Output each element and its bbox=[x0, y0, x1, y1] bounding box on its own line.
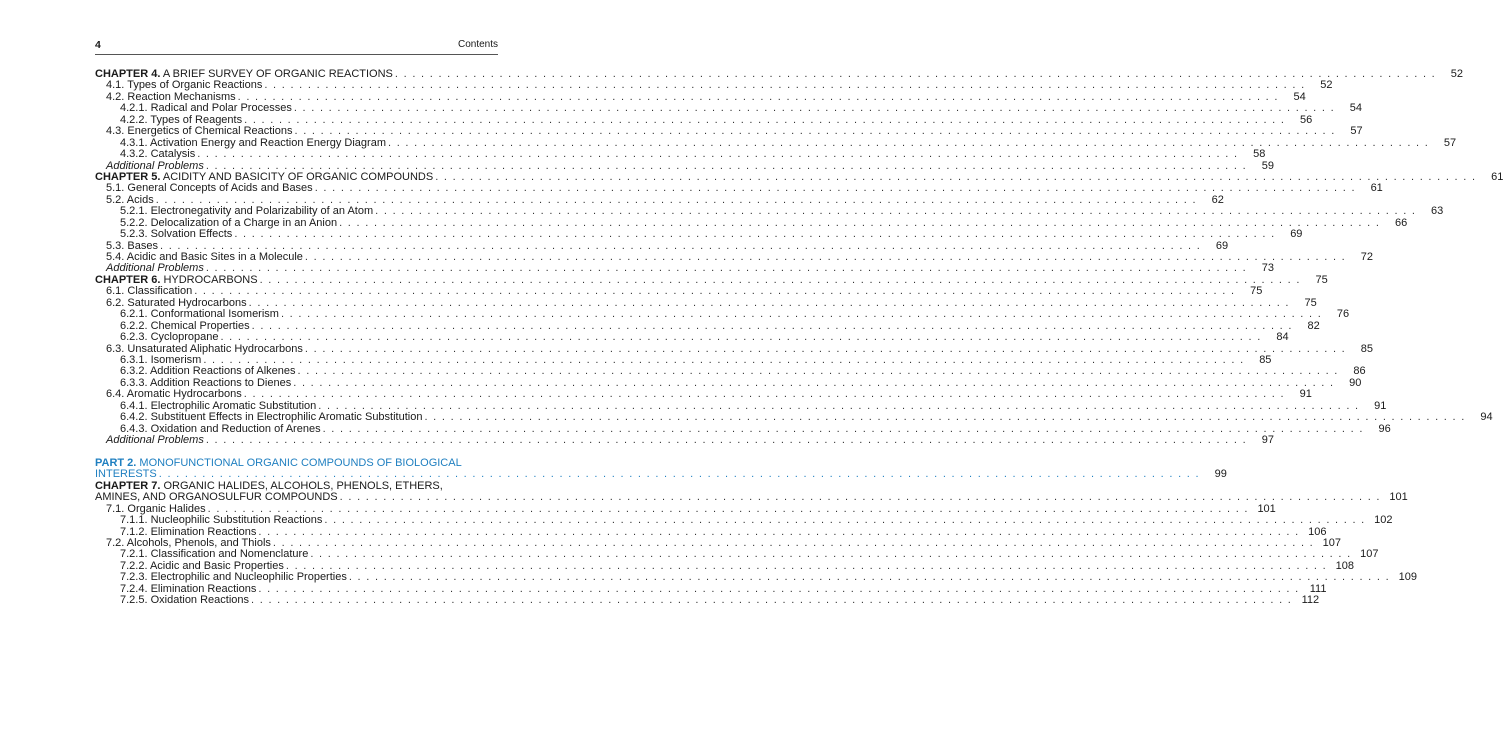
entry-title: 6.3. Unsaturated Aliphatic Hydrocarbons bbox=[106, 342, 303, 355]
toc-entry-label bbox=[106, 435, 204, 446]
dot-leader: . . . . . . . . . . . . . . . . . . . . . . . . . . . . . . . . . . . . . . . . . . . . . . . . . . . . . . . . . . . . . . . . . . . . . . . . . . . . . . . . . . . . . . . . . . . . . . . . . . . . . . . . . . . . . . . . . . . . . . . . bbox=[194, 285, 1236, 298]
dot-leader: . . . . . . . . . . . . . . . . . . . . . . . . . . . . . . . . . . . . . . . . . . . . . . . . . . . . . . . . . . . . . . . . . . . . . . . . . . . . . . . . . . . . . . . . . . . . . . . . . . . . . . . . . . . . . . . . . . . . . . . . bbox=[155, 193, 1197, 206]
dot-leader: . . . . . . . . . . . . . . . . . . . . . . . . . . . . . . . . . . . . . . . . . . . . . . . . . . . . . . . . . . . . . . . . . . . . . . . . . . . . . . . . . . . . . . . . . . . . . . . . . . . . . . . . . . . . . . . . . . . . . . . . bbox=[280, 308, 1323, 321]
chapter7-prefix: CHAPTER 7. bbox=[95, 479, 161, 492]
toc-entry-page: 112 bbox=[1301, 594, 1320, 607]
entry-title: 6.3.1. Isomerism bbox=[120, 353, 202, 366]
entry-title: 7.2.5. Oxidation Reactions bbox=[120, 594, 250, 607]
toc-entry-page: 61 bbox=[1491, 170, 1503, 183]
header-rule bbox=[95, 54, 498, 55]
dot-leader: . . . . . . . . . . . . . . . . . . . . . . . . . . . . . . . . . . . . . . . . . . . . . . . . . . . . . . . . . . . . . . . . . . . . . . . . . . . . . . . . . . . . . . . . . . . . . . . . . . . . . . . . . . . . . . . . . . . . . . . . bbox=[203, 353, 1245, 366]
toc-entry-page: 75 bbox=[1250, 285, 1263, 298]
chapter7-title-line2: AMINES, AND ORGANOSULFUR COMPOUNDS bbox=[95, 491, 338, 504]
toc-entry-page: 109 bbox=[1398, 571, 1417, 584]
entry-title: 5.2.2. Delocalization of a Charge in an Anion bbox=[120, 216, 338, 229]
toc-entry-page: 102 bbox=[1374, 514, 1393, 527]
entry-title: 4.2.1. Radical and Polar Processes bbox=[120, 102, 292, 115]
entry-title: 7.1.2. Elimination Reactions bbox=[120, 525, 257, 538]
dot-leader: . . . . . . . . . . . . . . . . . . . . . . . . . . . . . . . . . . . . . . . . . . . . . . . . . . . . . . . . . . . . . . . . . . . . . . . . . . . . . . . . . . . . . . . . . . . . . . . . . . . . . . . . . . . . . . . . . . . . . . . . bbox=[158, 468, 1200, 481]
dot-leader: . . . . . . . . . . . . . . . . . . . . . . . . . . . . . . . . . . . . . . . . . . . . . . . . . . . . . . . . . . . . . . . . . . . . . . . . . . . . . . . . . . . . . . . . . . . . . . . . . . . . . . . . . . . . . . . . . . . . . . . . bbox=[294, 125, 1336, 138]
entry-title: 5.2.1. Electronegativity and Polarizability of an Atom bbox=[120, 205, 374, 218]
toc-entry-page: 107 bbox=[1322, 536, 1342, 549]
dot-leader: . . . . . . . . . . . . . . . . . . . . . . . . . . . . . . . . . . . . . . . . . . . . . . . . . . . . . . . . . . . . . . . . . . . . . . . . . . . . . . . . . . . . . . . . . . . . . . . . . . . . . . . . . . . . . . . . . . . . . . . . bbox=[244, 113, 1286, 126]
toc-entry-page: 94 bbox=[1480, 411, 1493, 424]
dot-leader: . . . . . . . . . . . . . . . . . . . . . . . . . . . . . . . . . . . . . . . . . . . . . . . . . . . . . . . . . . . . . . . . . . . . . . . . . . . . . . . . . . . . . . . . . . . . . . . . . . . . . . . . . . . . . . . . . . . . . . . . bbox=[159, 239, 1202, 252]
dot-leader: . . . . . . . . . . . . . . . . . . . . . . . . . . . . . . . . . . . . . . . . . . . . . . . . . . . . . . . . . . . . . . . . . . . . . . . . . . . . . . . . . . . . . . . . . . . . . . . . . . . . . . . . . . . . . . . . . . . . . . . . bbox=[251, 319, 1293, 332]
toc-entry-page: 101 bbox=[1257, 502, 1276, 515]
toc-part-heading[interactable] bbox=[95, 456, 1227, 481]
dot-leader: . . . . . . . . . . . . . . . . . . . . . . . . . . . . . . . . . . . . . . . . . . . . . . . . . . . . . . . . . . . . . . . . . . . . . . . . . . . . . . . . . . . . . . . . . . . . . . . . . . . . . . . . . . . . . . . . . . . . . . . . bbox=[310, 548, 1352, 561]
dot-leader: . . . . . . . . . . . . . . . . . . . . . . . . . . . . . . . . . . . . . . . . . . . . . . . . . . . . . . . . . . . . . . . . . . . . . . . . . . . . . . . . . . . . . . . . . . . . . . . . . . . . . . . . . . . . . . . . . . . . . . . . bbox=[205, 262, 1247, 275]
toc-entry-page: 91 bbox=[1374, 399, 1387, 412]
toc-entry-page: 84 bbox=[1276, 331, 1289, 344]
toc-entry-page: 96 bbox=[1378, 422, 1391, 435]
dot-leader: . . . . . . . . . . . . . . . . . . . . . . . . . . . . . . . . . . . . . . . . . . . . . . . . . . . . . . . . . . . . . . . . . . . . . . . . . . . . . . . . . . . . . . . . . . . . . . . . . . . . . . . . . . . . . . . . . . . . . . . . bbox=[322, 422, 1364, 435]
dot-leader: . . . . . . . . . . . . . . . . . . . . . . . . . . . . . . . . . . . . . . . . . . . . . . . . . . . . . . . . . . . . . . . . . . . . . . . . . . . . . . . . . . . . . . . . . . . . . . . . . . . . . . . . . . . . . . . . . . . . . . . . bbox=[258, 582, 1300, 595]
toc-entry-page: 91 bbox=[1299, 388, 1312, 401]
entry-title: 6.2.2. Chemical Properties bbox=[120, 319, 250, 332]
dot-leader: . . . . . . . . . . . . . . . . . . . . . . . . . . . . . . . . . . . . . . . . . . . . . . . . . . . . . . . . . . . . . . . . . . . . . . . . . . . . . . . . . . . . . . . . . . . . . . . . . . . . . . . . . . . . . . . . . . . . . . . . bbox=[324, 514, 1366, 527]
dot-leader: . . . . . . . . . . . . . . . . . . . . . . . . . . . . . . . . . . . . . . . . . . . . . . . . . . . . . . . . . . . . . . . . . . . . . . . . . . . . . . . . . . . . . . . . . . . . . . . . . . . . . . . . . . . . . . . . . . . . . . . . bbox=[207, 502, 1249, 515]
entry-title: HYDROCARBONS bbox=[160, 273, 258, 286]
toc-entry-page: 90 bbox=[1349, 376, 1362, 389]
dot-leader: . . . . . . . . . . . . . . . . . . . . . . . . . . . . . . . . . . . . . . . . . . . . . . . . . . . . . . . . . . . . . . . . . . . . . . . . . . . . . . . . . . . . . . . . . . . . . . . . . . . . . . . . . . . . . . . . . . . . . . . . bbox=[387, 136, 1430, 149]
toc-entry-page: 69 bbox=[1290, 228, 1303, 241]
toc-entry-page: 57 bbox=[1443, 136, 1457, 149]
toc-entry-label bbox=[120, 595, 249, 606]
toc-entry-page: 82 bbox=[1307, 319, 1320, 332]
toc-entry-page: 61 bbox=[1370, 182, 1383, 195]
dot-leader: . . . . . . . . . . . . . . . . . . . . . . . . . . . . . . . . . . . . . . . . . . . . . . . . . . . . . . . . . . . . . . . . . . . . . . . . . . . . . . . . . . . . . . . . . . . . . . . . . . . . . . . . . . . . . . . . . . . . . . . . bbox=[197, 148, 1239, 161]
toc-entry-page: 75 bbox=[1315, 273, 1328, 286]
dot-leader: . . . . . . . . . . . . . . . . . . . . . . . . . . . . . . . . . . . . . . . . . . . . . . . . . . . . . . . . . . . . . . . . . . . . . . . . . . . . . . . . . . . . . . . . . . . . . . . . . . . . . . . . . . . . . . . . . . . . . . . . bbox=[304, 342, 1347, 355]
entry-title: Additional Problems bbox=[106, 434, 204, 446]
entry-title: 7.1. Organic Halides bbox=[106, 502, 206, 515]
table-of-contents bbox=[95, 68, 1503, 607]
toc-entry-page: 66 bbox=[1394, 216, 1408, 229]
toc-entry-page: 69 bbox=[1215, 239, 1229, 252]
entry-title: 7.1.1. Nucleophilic Substitution Reactions bbox=[120, 514, 323, 527]
entry-title: 5.1. General Concepts of Acids and Bases bbox=[106, 182, 313, 195]
toc-block-chapter7 bbox=[95, 502, 1417, 607]
dot-leader: . . . . . . . . . . . . . . . . . . . . . . . . . . . . . . . . . . . . . . . . . . . . . . . . . . . . . . . . . . . . . . . . . . . . . . . . . . . . . . . . . . . . . . . . . . . . . . . . . . . . . . . . . . . . . . . . . . . . . . . . bbox=[259, 273, 1301, 286]
entry-title: 6.2.3. Cyclopropane bbox=[120, 331, 219, 344]
dot-leader: . . . . . . . . . . . . . . . . . . . . . . . . . . . . . . . . . . . . . . . . . . . . . . . . . . . . . . . . . . . . . . . . . . . . . . . . . . . . . . . . . . . . . . . . . . . . . . . . . . . . . . . . . . . . . . . . . . . . . . . . bbox=[394, 68, 1437, 80]
part-page: 99 bbox=[1214, 468, 1227, 481]
entry-title: 4.1. Types of Organic Reactions bbox=[106, 79, 263, 92]
entry-title: 6.2.1. Conformational Isomerism bbox=[120, 308, 279, 321]
entry-title: 5.3. Bases bbox=[106, 239, 158, 252]
entry-title: 4.3. Energetics of Chemical Reactions bbox=[106, 125, 293, 138]
entry-title: 7.2.3. Electrophilic and Nucleophilic Properties bbox=[120, 571, 347, 584]
dot-leader: . . . . . . . . . . . . . . . . . . . . . . . . . . . . . . . . . . . . . . . . . . . . . . . . . . . . . . . . . . . . . . . . . . . . . . . . . . . . . . . . . . . . . . . . . . . . . . . . . . . . . . . . . . . . . . . . . . . . . . . . bbox=[304, 251, 1347, 263]
entry-title: 6.4.2. Substituent Effects in Electrophilic Aromatic Substitution bbox=[120, 411, 423, 424]
dot-leader: . . . . . . . . . . . . . . . . . . . . . . . . . . . . . . . . . . . . . . . . . . . . . . . . . . . . . . . . . . . . . . . . . . . . . . . . . . . . . . . . . . . . . . . . . . . . . . . . . . . . . . . . . . . . . . . . . . . . . . . . bbox=[285, 559, 1327, 572]
toc-entry-page: 58 bbox=[1253, 148, 1266, 161]
toc-block-part1 bbox=[95, 68, 1503, 446]
entry-title: 6.3.3. Addition Reactions to Dienes bbox=[120, 376, 292, 389]
toc-entry-page: 108 bbox=[1335, 559, 1354, 572]
entry-title: 5.4. Acidic and Basic Sites in a Molecule bbox=[106, 251, 303, 263]
toc-entry-page: 54 bbox=[1293, 90, 1306, 103]
toc-entry-page: 75 bbox=[1304, 296, 1317, 309]
toc-entry-page: 62 bbox=[1211, 193, 1224, 206]
toc-entry-page: 52 bbox=[1320, 79, 1333, 92]
entry-title: 7.2.4. Elimination Reactions bbox=[120, 582, 257, 595]
running-head: Contents bbox=[457, 39, 498, 50]
dot-leader: . . . . . . . . . . . . . . . . . . . . . . . . . . . . . . . . . . . . . . . . . . . . . . . . . . . . . . . . . . . . . . . . . . . . . . . . . . . . . . . . . . . . . . . . . . . . . . . . . . . . . . . . . . . . . . . . . . . . . . . . bbox=[258, 525, 1300, 538]
dot-leader: . . . . . . . . . . . . . . . . . . . . . . . . . . . . . . . . . . . . . . . . . . . . . . . . . . . . . . . . . . . . . . . . . . . . . . . . . . . . . . . . . . . . . . . . . . . . . . . . . . . . . . . . . . . . . . . . . . . . . . . . bbox=[348, 571, 1390, 584]
toc-entry-page: 54 bbox=[1349, 102, 1362, 115]
dot-leader: . . . . . . . . . . . . . . . . . . . . . . . . . . . . . . . . . . . . . . . . . . . . . . . . . . . . . . . . . . . . . . . . . . . . . . . . . . . . . . . . . . . . . . . . . . . . . . . . . . . . . . . . . . . . . . . . . . . . . . . . bbox=[264, 79, 1306, 92]
entry-title: 6.4.3. Oxidation and Reduction of Arenes bbox=[120, 422, 321, 435]
entry-title: 5.2.3. Solvation Effects bbox=[120, 228, 233, 241]
entry-title: Additional Problems bbox=[106, 262, 204, 275]
dot-leader: . . . . . . . . . . . . . . . . . . . . . . . . . . . . . . . . . . . . . . . . . . . . . . . . . . . . . . . . . . . . . . . . . . . . . . . . . . . . . . . . . . . . . . . . . . . . . . . . . . . . . . . . . . . . . . . . . . . . . . . . bbox=[243, 388, 1285, 401]
entry-title: 6.4.1. Electrophilic Aromatic Substitution bbox=[120, 399, 317, 412]
entry-title: ACIDITY AND BASICITY OF ORGANIC COMPOUNDS bbox=[160, 170, 434, 183]
toc-entry-page: 72 bbox=[1360, 251, 1374, 263]
toc-entry-page: 86 bbox=[1353, 365, 1366, 378]
toc-entry-page: 73 bbox=[1261, 262, 1274, 275]
page-number: 4 bbox=[95, 39, 101, 51]
part-title-line1: MONOFUNCTIONAL ORGANIC COMPOUNDS OF BIOLOGICAL bbox=[136, 456, 462, 469]
dot-leader: . . . . . . . . . . . . . . . . . . . . . . . . . . . . . . . . . . . . . . . . . . . . . . . . . . . . . . . . . . . . . . . . . . . . . . . . . . . . . . . . . . . . . . . . . . . . . . . . . . . . . . . . . . . . . . . . . . . . . . . . bbox=[293, 376, 1335, 389]
toc-entry-page: 59 bbox=[1261, 159, 1274, 172]
dot-leader: . . . . . . . . . . . . . . . . . . . . . . . . . . . . . . . . . . . . . . . . . . . . . . . . . . . . . . . . . . . . . . . . . . . . . . . . . . . . . . . . . . . . . . . . . . . . . . . . . . . . . . . . . . . . . . . . . . . . . . . . bbox=[314, 182, 1356, 195]
dot-leader: . . . . . . . . . . . . . . . . . . . . . . . . . . . . . . . . . . . . . . . . . . . . . . . . . . . . . . . . . . . . . . . . . . . . . . . . . . . . . . . . . . . . . . . . . . . . . . . . . . . . . . . . . . . . . . . . . . . . . . . . bbox=[293, 102, 1335, 115]
entry-title: 6.2. Saturated Hydrocarbons bbox=[106, 296, 247, 309]
entry-title: 4.3.1. Activation Energy and Reaction Energy Diagram bbox=[120, 136, 386, 149]
toc-entry-page: 85 bbox=[1360, 342, 1374, 355]
entry-title: 6.4. Aromatic Hydrocarbons bbox=[106, 388, 242, 401]
dot-leader: . . . . . . . . . . . . . . . . . . . . . . . . . . . . . . . . . . . . . . . . . . . . . . . . . . . . . . . . . . . . . . . . . . . . . . . . . . . . . . . . . . . . . . . . . . . . . . . . . . . . . . . . . . . . . . . . . . . . . . . . bbox=[318, 399, 1360, 412]
dot-leader: . . . . . . . . . . . . . . . . . . . . . . . . . . . . . . . . . . . . . . . . . . . . . . . . . . . . . . . . . . . . . . . . . . . . . . . . . . . . . . . . . . . . . . . . . . . . . . . . . . . . . . . . . . . . . . . . . . . . . . . . bbox=[251, 594, 1293, 607]
chapter-prefix: CHAPTER 4. bbox=[95, 68, 161, 80]
toc-entry-page: 85 bbox=[1259, 353, 1272, 366]
toc-entry-page: 111 bbox=[1309, 582, 1327, 595]
toc-entry-page: 63 bbox=[1431, 205, 1444, 218]
chapter7-title-line1: ORGANIC HALIDES, ALCOHOLS, PHENOLS, ETHERS, bbox=[160, 479, 443, 492]
entry-title: 4.2.2. Types of Reagents bbox=[120, 113, 243, 126]
entry-title: A BRIEF SURVEY OF ORGANIC REACTIONS bbox=[160, 68, 393, 80]
toc-entry-page: 106 bbox=[1308, 525, 1327, 538]
entry-title: 6.3.2. Addition Reactions of Alkenes bbox=[120, 365, 296, 378]
dot-leader: . . . . . . . . . . . . . . . . . . . . . . . . . . . . . . . . . . . . . . . . . . . . . . . . . . . . . . . . . . . . . . . . . . . . . . . . . . . . . . . . . . . . . . . . . . . . . . . . . . . . . . . . . . . . . . . . . . . . . . . . bbox=[339, 491, 1381, 504]
entry-title: 5.2. Acids bbox=[106, 193, 154, 206]
dot-leader: . . . . . . . . . . . . . . . . . . . . . . . . . . . . . . . . . . . . . . . . . . . . . . . . . . . . . . . . . . . . . . . . . . . . . . . . . . . . . . . . . . . . . . . . . . . . . . . . . . . . . . . . . . . . . . . . . . . . . . . . bbox=[297, 365, 1339, 378]
dot-leader: . . . . . . . . . . . . . . . . . . . . . . . . . . . . . . . . . . . . . . . . . . . . . . . . . . . . . . . . . . . . . . . . . . . . . . . . . . . . . . . . . . . . . . . . . . . . . . . . . . . . . . . . . . . . . . . . . . . . . . . . bbox=[339, 216, 1381, 229]
dot-leader: . . . . . . . . . . . . . . . . . . . . . . . . . . . . . . . . . . . . . . . . . . . . . . . . . . . . . . . . . . . . . . . . . . . . . . . . . . . . . . . . . . . . . . . . . . . . . . . . . . . . . . . . . . . . . . . . . . . . . . . . bbox=[248, 296, 1290, 309]
part-prefix: PART 2. bbox=[95, 456, 137, 469]
toc-entry-page: 56 bbox=[1299, 113, 1313, 126]
toc-section-entry[interactable] bbox=[95, 434, 1274, 446]
entry-title: 4.2. Reaction Mechanisms bbox=[106, 90, 236, 103]
toc-subsection-entry[interactable] bbox=[95, 594, 1320, 607]
entry-title: 7.2. Alcohols, Phenols, and Thiols bbox=[106, 536, 271, 549]
dot-leader: . . . . . . . . . . . . . . . . . . . . . . . . . . . . . . . . . . . . . . . . . . . . . . . . . . . . . . . . . . . . . . . . . . . . . . . . . . . . . . . . . . . . . . . . . . . . . . . . . . . . . . . . . . . . . . . . . . . . . . . . bbox=[272, 536, 1315, 549]
part-title-line2: INTERESTS bbox=[95, 468, 157, 481]
toc-entry-page: 107 bbox=[1360, 548, 1379, 561]
toc-entry-page: 97 bbox=[1261, 434, 1274, 446]
chapter-prefix: CHAPTER 5. bbox=[95, 170, 161, 183]
dot-leader: . . . . . . . . . . . . . . . . . . . . . . . . . . . . . . . . . . . . . . . . . . . . . . . . . . . . . . . . . . . . . . . . . . . . . . . . . . . . . . . . . . . . . . . . . . . . . . . . . . . . . . . . . . . . . . . . . . . . . . . . bbox=[234, 228, 1276, 241]
entry-title: 7.2.1. Classification and Nomenclature bbox=[120, 548, 309, 561]
dot-leader: . . . . . . . . . . . . . . . . . . . . . . . . . . . . . . . . . . . . . . . . . . . . . . . . . . . . . . . . . . . . . . . . . . . . . . . . . . . . . . . . . . . . . . . . . . . . . . . . . . . . . . . . . . . . . . . . . . . . . . . . bbox=[424, 411, 1466, 424]
dot-leader: . . . . . . . . . . . . . . . . . . . . . . . . . . . . . . . . . . . . . . . . . . . . . . . . . . . . . . . . . . . . . . . . . . . . . . . . . . . . . . . . . . . . . . . . . . . . . . . . . . . . . . . . . . . . . . . . . . . . . . . . bbox=[435, 170, 1477, 183]
toc-entry-page: 57 bbox=[1350, 125, 1363, 138]
toc-entry-page: 52 bbox=[1450, 68, 1464, 80]
dot-leader: . . . . . . . . . . . . . . . . . . . . . . . . . . . . . . . . . . . . . . . . . . . . . . . . . . . . . . . . . . . . . . . . . . . . . . . . . . . . . . . . . . . . . . . . . . . . . . . . . . . . . . . . . . . . . . . . . . . . . . . . bbox=[205, 434, 1247, 446]
dot-leader: . . . . . . . . . . . . . . . . . . . . . . . . . . . . . . . . . . . . . . . . . . . . . . . . . . . . . . . . . . . . . . . . . . . . . . . . . . . . . . . . . . . . . . . . . . . . . . . . . . . . . . . . . . . . . . . . . . . . . . . . bbox=[205, 159, 1247, 172]
toc-chapter-7[interactable] bbox=[95, 479, 1408, 504]
entry-title: 7.2.2. Acidic and Basic Properties bbox=[120, 559, 284, 572]
dot-leader: . . . . . . . . . . . . . . . . . . . . . . . . . . . . . . . . . . . . . . . . . . . . . . . . . . . . . . . . . . . . . . . . . . . . . . . . . . . . . . . . . . . . . . . . . . . . . . . . . . . . . . . . . . . . . . . . . . . . . . . . bbox=[375, 205, 1417, 218]
entry-title: 6.1. Classification bbox=[106, 285, 193, 298]
entry-title: Additional Problems bbox=[106, 159, 204, 172]
entry-title: 4.3.2. Catalysis bbox=[120, 148, 196, 161]
chapter-prefix: CHAPTER 6. bbox=[95, 273, 161, 286]
dot-leader: . . . . . . . . . . . . . . . . . . . . . . . . . . . . . . . . . . . . . . . . . . . . . . . . . . . . . . . . . . . . . . . . . . . . . . . . . . . . . . . . . . . . . . . . . . . . . . . . . . . . . . . . . . . . . . . . . . . . . . . . bbox=[220, 331, 1262, 344]
chapter7-page: 101 bbox=[1389, 491, 1408, 504]
dot-leader: . . . . . . . . . . . . . . . . . . . . . . . . . . . . . . . . . . . . . . . . . . . . . . . . . . . . . . . . . . . . . . . . . . . . . . . . . . . . . . . . . . . . . . . . . . . . . . . . . . . . . . . . . . . . . . . . . . . . . . . . bbox=[237, 90, 1279, 103]
toc-entry-page: 76 bbox=[1336, 308, 1350, 321]
